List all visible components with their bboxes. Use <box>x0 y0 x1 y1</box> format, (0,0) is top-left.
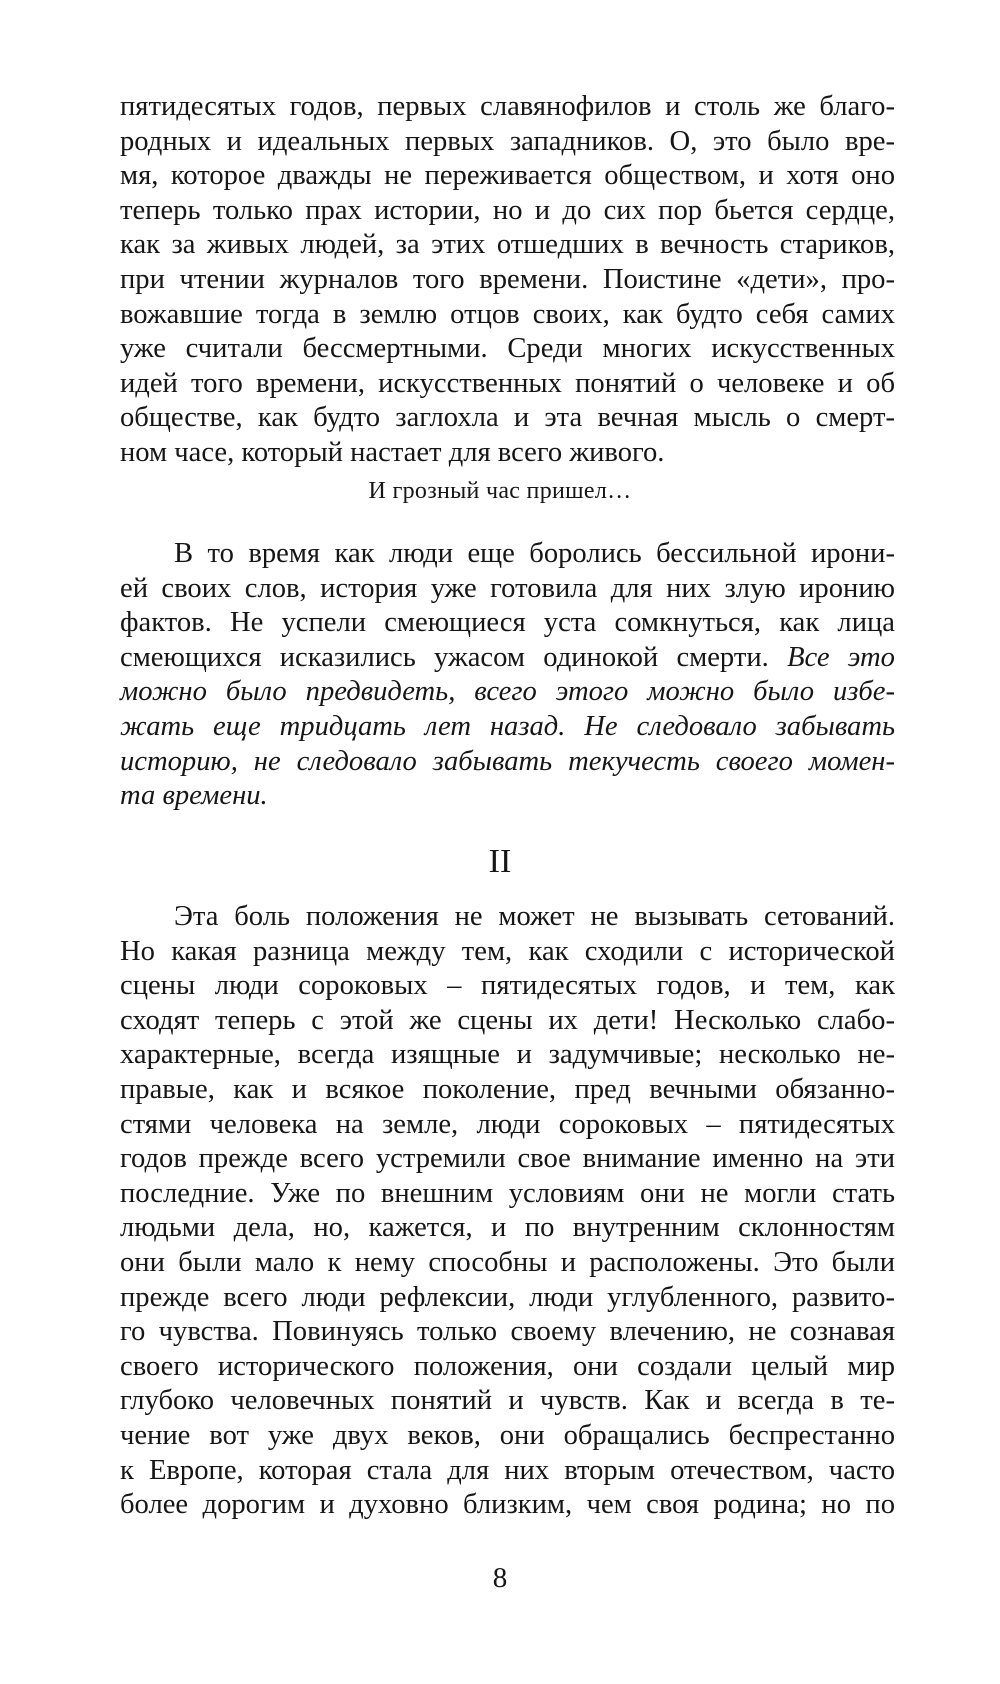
paragraph-second <box>120 537 895 814</box>
text-line: идей того времени, искусственных понятий о человеке и об <box>120 367 895 399</box>
text-line: Эта боль положения не может не вызывать сетований. <box>174 901 895 932</box>
text-line: более дорогим и духовно близким, чем своя родина; но по <box>120 1489 895 1521</box>
text-line: характерные, всегда изящные и задумчивые; несколько не- <box>120 1039 895 1071</box>
text-line: Но какая разница между тем, как сходили с исторической <box>120 935 895 967</box>
text-line: теперь только прах истории, но и до сих пор бьется сердце, <box>120 194 895 226</box>
text-line: они были мало к нему способны и расположены. Это были <box>120 1246 895 1278</box>
text-line: уже считали бессмертными. Среди многих искусственных <box>120 333 895 365</box>
text-line: стями человека на земле, люди сороковых – пятидесятых <box>120 1108 895 1140</box>
text-line: ей своих слов, история уже готовила для них злую иронию <box>120 572 895 604</box>
italic-line: можно было предвидеть, всего этого можно было избе- <box>120 676 895 708</box>
italic-line: историю, не следовало забывать текучесть своего момен- <box>120 745 895 777</box>
page-number: 8 <box>492 1562 508 1594</box>
text-line: глубоко человечных понятий и чувств. Как и всегда в те- <box>120 1385 895 1417</box>
text-line: мя, которое дважды не переживается обществом, и хотя оно <box>120 160 895 192</box>
regular-text: смеющихся исказились ужасом одинокой смерти. <box>120 641 769 673</box>
paragraph-third <box>120 900 895 1523</box>
text-line: ном часе, который настает для всего живого. <box>120 436 665 468</box>
text-line: вожавшие тогда в землю отцов своих, как будто себя самих <box>120 298 895 330</box>
text-line: прежде всего люди рефлексии, люди углубленного, развито- <box>120 1281 895 1313</box>
text-line: сходят теперь с этой же сцены их дети! Несколько слабо- <box>120 1004 895 1036</box>
epigraph: И грозный час пришел… <box>368 478 632 504</box>
text-line: правые, как и всякое поколение, пред вечными обязанно- <box>120 1073 895 1105</box>
text-line: го чувства. Повинуясь только своему влечению, не сознавая <box>120 1316 895 1348</box>
text-line: к Европе, которая стала для них вторым отечеством, часто <box>120 1454 895 1486</box>
italic-text: Все это <box>787 641 895 673</box>
text-line: обществе, как будто заглохла и эта вечная мысль о смерт- <box>120 402 895 434</box>
text-line: В то время как люди еще боролись бессильной ирони- <box>174 538 895 569</box>
text-line: пятидесятых годов, первых славянофилов и столь же благо- <box>120 91 895 122</box>
text-line: как за живых людей, за этих отшедших в вечность стариков, <box>120 229 895 261</box>
text-line: людьми дела, но, кажется, и по внутренним склонностям <box>120 1212 895 1244</box>
text-line: родных и идеальных первых западников. О, это было вре- <box>120 125 895 157</box>
text-line: чение вот уже двух веков, они обращались беспрестанно <box>120 1419 895 1451</box>
text-line: фактов. Не успели смеющиеся уста сомкнуться, как лица <box>120 607 895 639</box>
section-heading: II <box>488 843 512 880</box>
text-line: при чтении журналов того времени. Поистине «дети», про- <box>120 263 895 295</box>
paragraph-top <box>120 90 895 471</box>
text-line-mixed <box>120 641 895 676</box>
text-line: сцены люди сороковых – пятидесятых годов, и тем, как <box>120 970 895 1002</box>
italic-line: та времени. <box>120 780 268 812</box>
text-line: своего исторического положения, они создали целый мир <box>120 1350 895 1382</box>
text-line: годов прежде всего устремили свое внимание именно на эти <box>120 1143 895 1175</box>
italic-line: жать еще тридцать лет назад. Не следовало забывать <box>120 710 895 742</box>
text-line: последние. Уже по внешним условиям они не могли стать <box>120 1177 895 1209</box>
